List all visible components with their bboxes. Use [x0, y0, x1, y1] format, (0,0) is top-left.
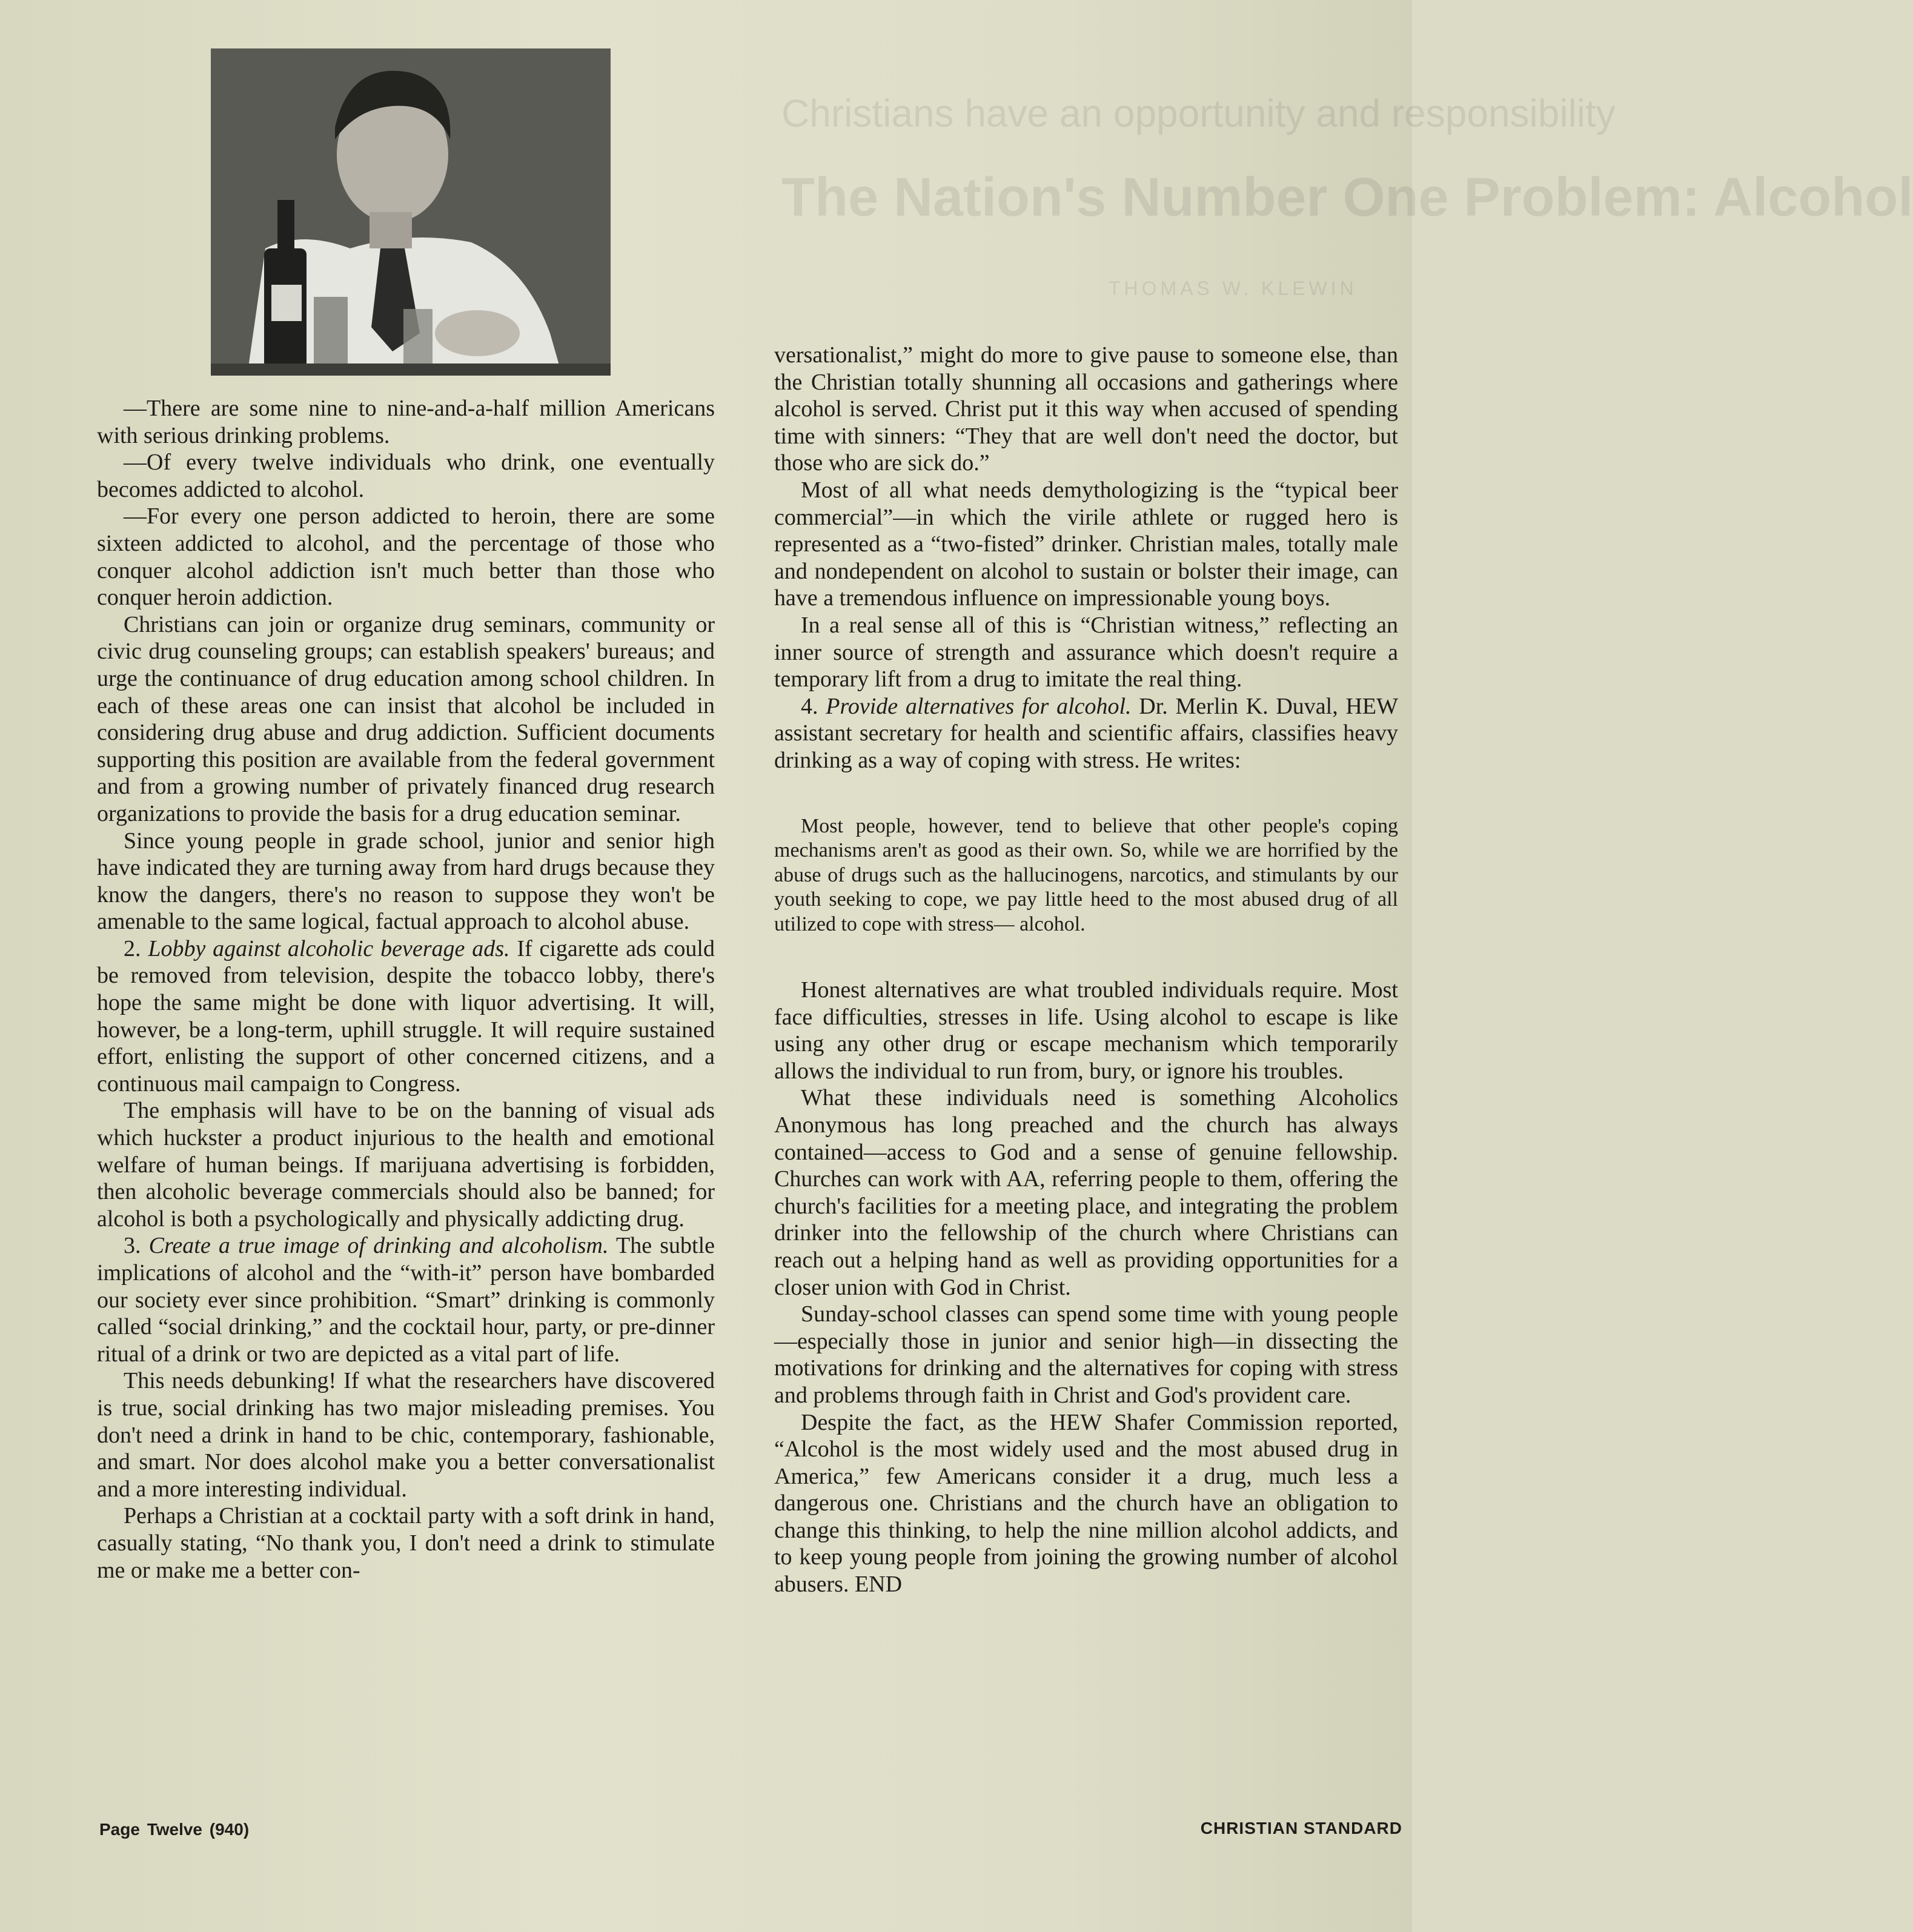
paragraph: The emphasis will have to be on the banning of visual ads which huckster a product injurious to the health and emotional welfare of human beings. If marijuana advertising is forbidden, then alcoholic beverage commercials should also be banned; for alcohol is both a psychologically and physically addicting drug.: [97, 1098, 715, 1232]
paragraph: What these individuals need is something Alcoholics Anonymous has long preached and the church has always contained—access to God and a sense of genuine fellowship. Churches can work with AA, referring people to them, offering the church's facilities for a meeting place, and integrating the problem drinker into the fellowship of the church where Christians can reach out a helping hand as well as providing opportunities for a closer union with God in Christ.: [774, 1085, 1398, 1300]
paragraph: —There are some nine to nine-and-a-half million Americans with serious drinking problems.: [97, 396, 715, 448]
paragraph-continued: versationalist,” might do more to give pause to someone else, than the Christian totally shunning all occasions and gatherings where alcohol is served. Christ put it this way when accused of spending time with sinners: “They that are well don't need the doctor, but those who are sick do.”: [774, 342, 1398, 476]
paragraph: —Of every twelve individuals who drink, one eventually becomes addicted to alcohol.: [97, 450, 715, 502]
paragraph-heading-3: 3. Create a true image of drinking and alcoholism. The subtle implications of alcohol and the “with-it” person have bombarded our society ever since prohibition. “Smart” drinking is commonly called “social drinking,” and the cocktail hour, party, or pre-dinner ritual of a drink or two are depicted as a vital part of life.: [97, 1233, 715, 1367]
bleed-through-subtitle: Christians have an opportunity and responsibility: [781, 91, 1616, 135]
publication-footer: CHRISTIAN STANDARD: [1200, 1819, 1402, 1837]
bleed-through-title: The Nation's Number One Problem: Alcohol: [781, 167, 1913, 228]
paragraph: Sunday-school classes can spend some time with young people—especially those in junior and senior high—in dissecting the motivations for drinking and the alternatives for coping with stress and problems through faith in Christ and God's provident care.: [774, 1301, 1398, 1408]
paragraph: Christians can join or organize drug seminars, community or civic drug counseling groups; can establish speakers' bureaus; and urge the continuance of drug education among school children. In each of these areas one can insist that alcohol be included in considering drug abuse and drug addiction. Sufficient documents supporting this position are available from the federal government and from a growing number of privately financed drug research organizations to provide the basis for a drug education seminar.: [97, 611, 715, 826]
right-column: [774, 342, 1398, 1598]
block-quote: Most people, however, tend to believe that other people's coping mechanisms aren't as good as their own. So, while we are horrified by the abuse of drugs such as the hallucinogens, narcotics, and stimulants by our youth seeking to cope, we pay little heed to the most abused drug of all utilized to cope with stress— alcohol.: [774, 814, 1398, 935]
photo-man-drinking: [211, 48, 611, 376]
paragraph: In a real sense all of this is “Christian witness,” reflecting an inner source of strength and assurance which doesn't require a temporary lift from a drug to imitate the real thing.: [774, 612, 1398, 692]
paragraph: —For every one person addicted to heroin, there are some sixteen addicted to alcohol, and the percentage of those who conquer alcohol addiction isn't much better than those who conquer heroin addiction.: [97, 503, 715, 611]
photo-illustration: [211, 48, 611, 376]
left-column: [97, 395, 715, 1584]
paragraph: This needs debunking! If what the researchers have discovered is true, social drinking has two major misleading premises. You don't need a drink in hand to be chic, contemporary, fashionable, and smart. Nor does alcohol make you a better conversationalist and a more interesting individual.: [97, 1368, 715, 1502]
paragraph: Honest alternatives are what troubled individuals require. Most face difficulties, stresses in life. Using alcohol to escape is like using any other drug or escape mechanism which temporarily allows the individual to run from, bury, or ignore his troubles.: [774, 977, 1398, 1084]
paragraph: Despite the fact, as the HEW Shafer Commission reported, “Alcohol is the most widely used and the most abused drug in America,” few Americans consider it a drug, much less a dangerous one. Christians and the church have an obligation to change this thinking, to help the nine million alcohol addicts, and to keep young people from joining the growing number of alcohol abusers. END: [774, 1409, 1398, 1598]
bleed-through-byline: THOMAS W. KLEWIN: [1109, 277, 1358, 299]
paragraph-heading-2: 2. Lobby against alcoholic beverage ads. If cigarette ads could be removed from television, despite the tobacco lobby, there's hope the same might be done with liquor advertising. It will, however, be a long-term, uphill struggle. It will require sustained effort, enlisting the support of other concerned citizens, and a continuous mail campaign to Congress.: [97, 935, 715, 1097]
page-number-footer: Page Twelve (940): [99, 1820, 250, 1839]
paragraph: Most of all what needs demythologizing is the “typical beer commercial”—in which the virile athlete or rugged hero is represented as a “two-fisted” drinker. Christian males, totally male and nondependent on alcohol to sustain or bolster their image, can have a tremendous influence on impressionable young boys.: [774, 477, 1398, 611]
paragraph: Perhaps a Christian at a cocktail party with a soft drink in hand, casually stating, “No thank you, I don't need a drink to stimulate me or make me a better con-: [97, 1503, 715, 1583]
paragraph: Since young people in grade school, junior and senior high have indicated they are turning away from hard drugs because they know the dangers, there's no reason to suppose they won't be amenable to the same logical, factual approach to alcohol abuse.: [97, 828, 715, 935]
paragraph-heading-4: 4. Provide alternatives for alcohol. Dr. Merlin K. Duval, HEW assistant secretary for health and scientific affairs, classifies heavy drinking as a way of coping with stress. He writes:: [774, 693, 1398, 773]
